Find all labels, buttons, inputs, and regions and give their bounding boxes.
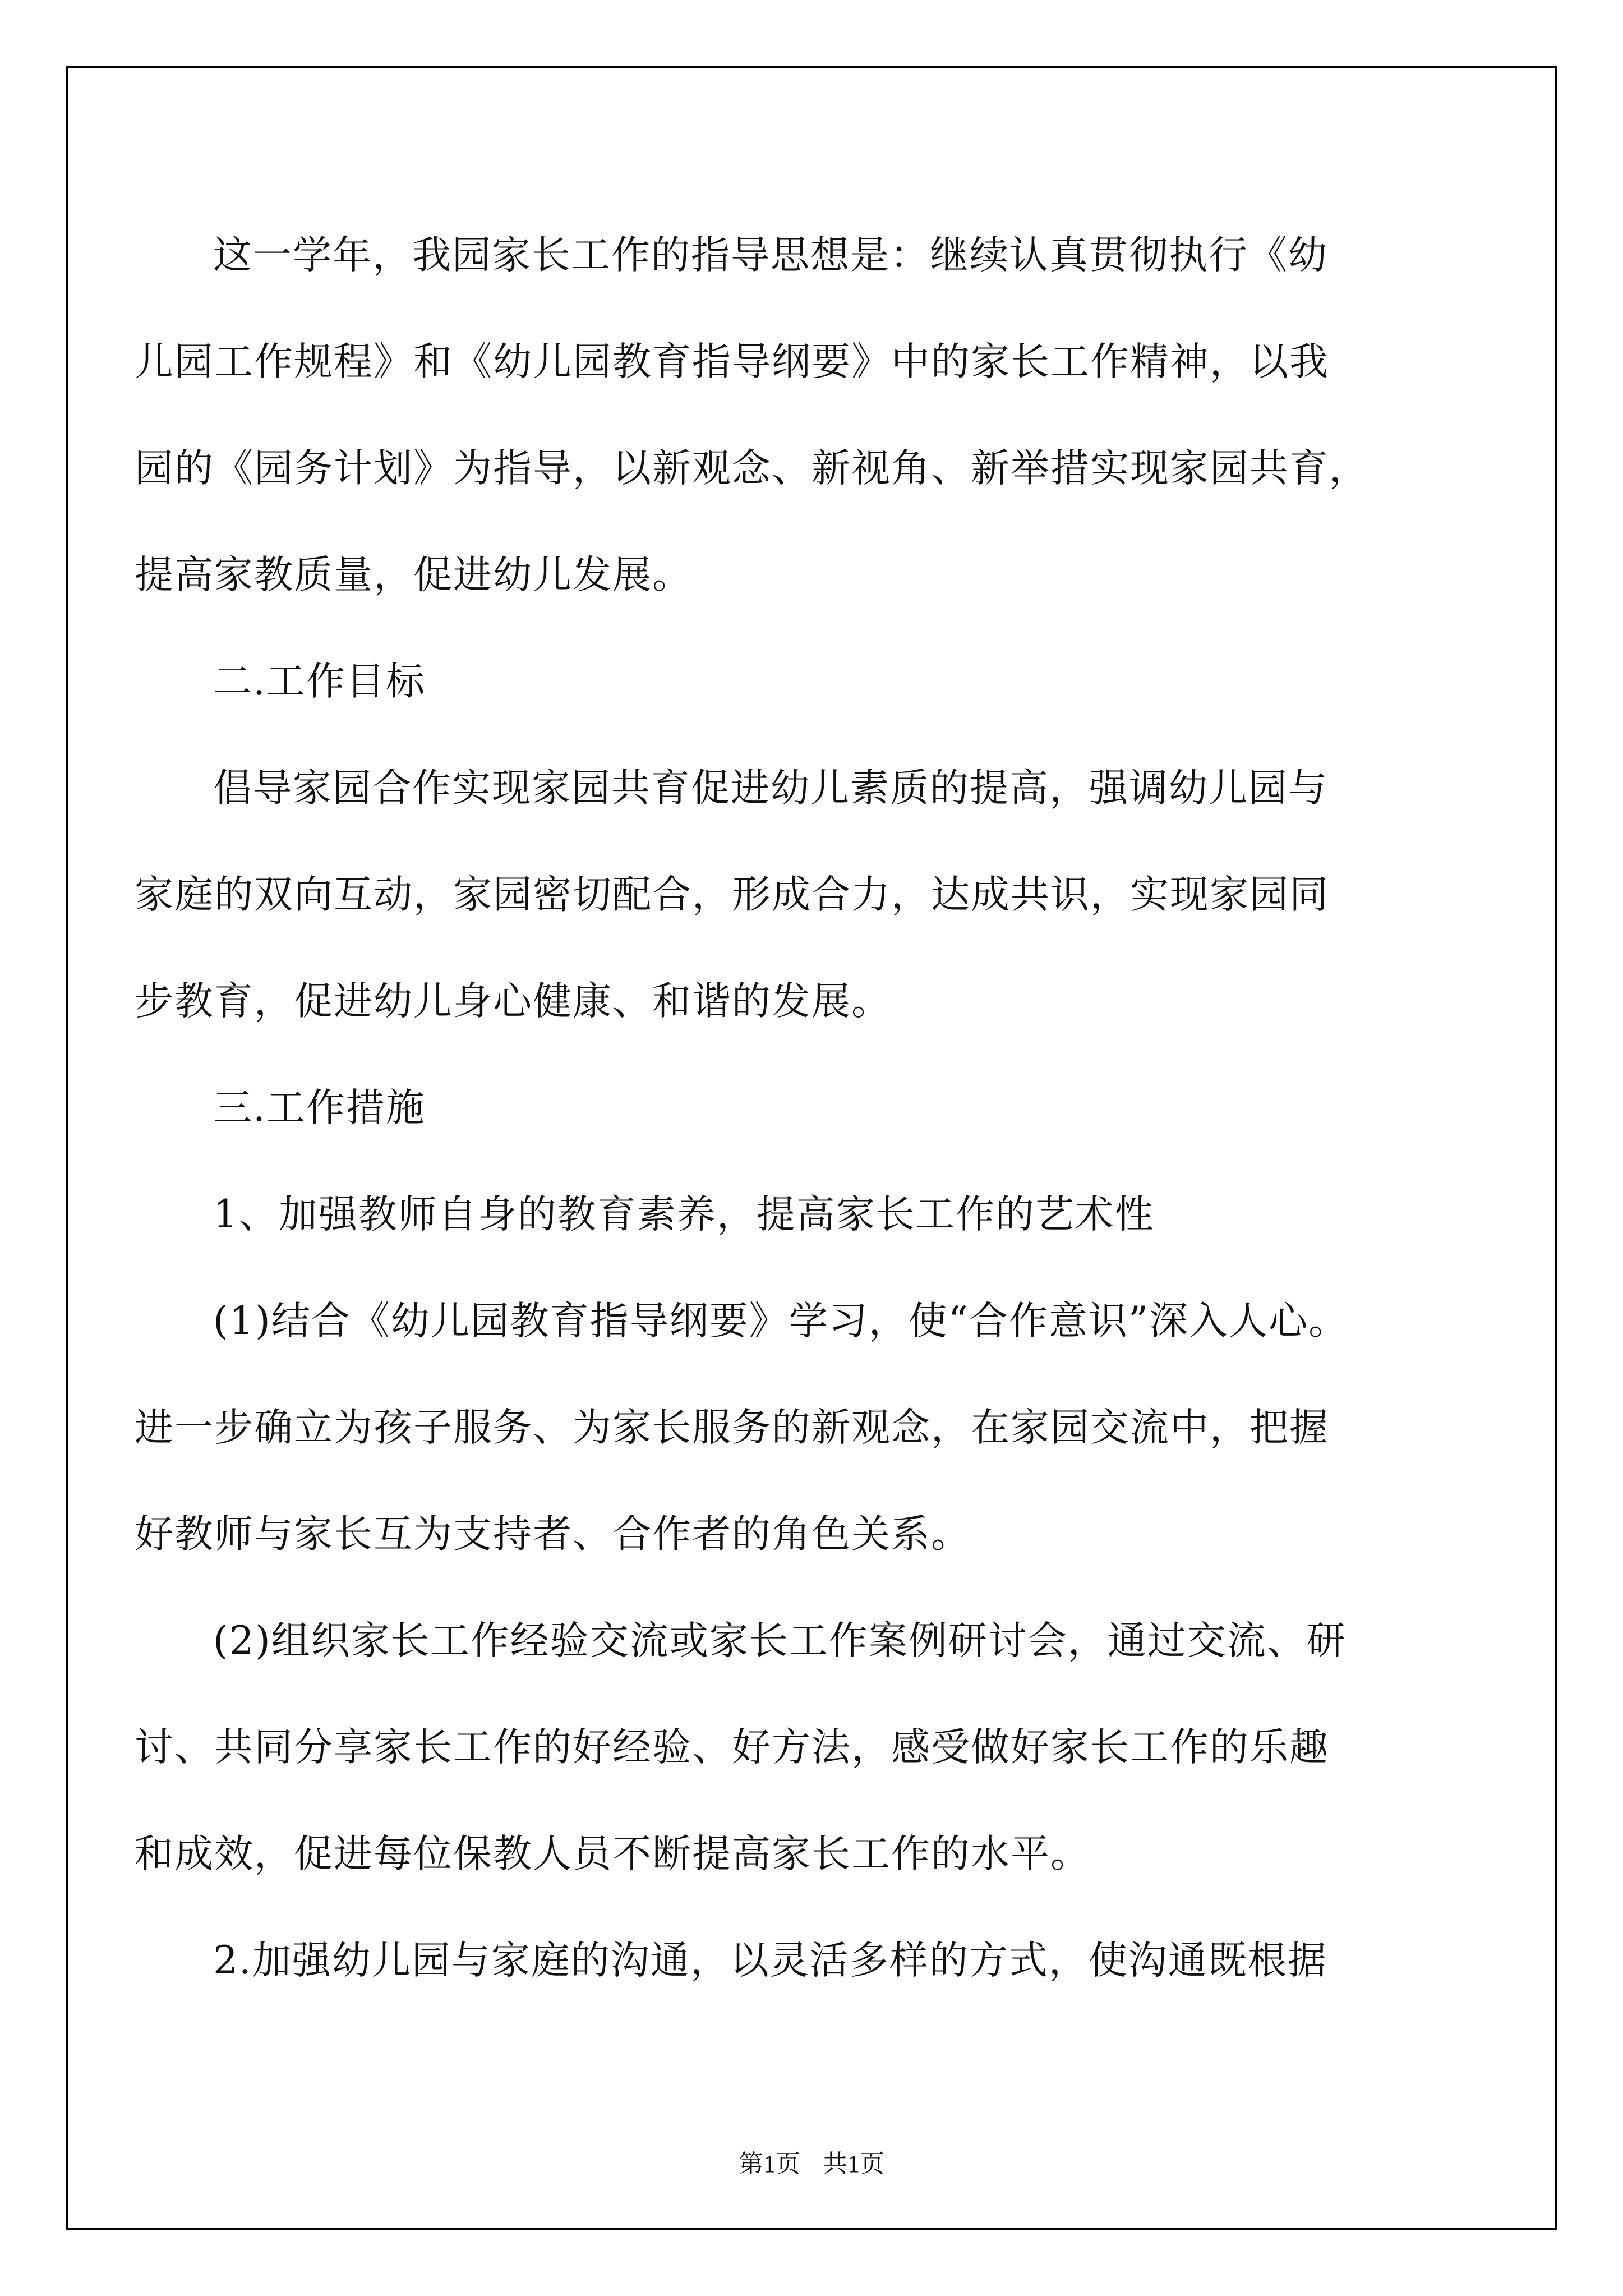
text-line: 家庭的双向互动，家园密切配合，形成合力，达成共识，实现家园同 xyxy=(135,872,1329,917)
text-line: 讨、共同分享家长工作的好经验、好方法，感受做好家长工作的乐趣 xyxy=(135,1725,1329,1770)
text-line: 倡导家园合作实现家园共育促进幼儿素质的提高，强调幼儿园与 xyxy=(213,766,1328,811)
text-line: 进一步确立为孩子服务、为家长服务的新观念，在家园交流中，把握 xyxy=(135,1405,1329,1450)
text-line: 这一学年，我园家长工作的指导思想是：继续认真贯彻执行《幼 xyxy=(213,233,1328,278)
text-line: 园的《园务计划》为指导，以新观念、新视角、新举措实现家园共育， xyxy=(135,446,1369,491)
document-body xyxy=(135,202,1486,2014)
text-line: 2.加强幼儿园与家庭的沟通，以灵活多样的方式，使沟通既根据 xyxy=(213,1938,1327,1983)
text-line: (1)结合《幼儿园教育指导纲要》学习，使“合作意识”深入人心。 xyxy=(213,1299,1349,1343)
text-line: 儿园工作规程》和《幼儿园教育指导纲要》中的家长工作精神，以我 xyxy=(135,339,1329,384)
text-line: (2)组织家长工作经验交流或家长工作案例研讨会，通过交流、研 xyxy=(213,1618,1347,1663)
page-number: 第1页 xyxy=(739,2150,800,2178)
section-heading: 二.工作目标 xyxy=(213,659,426,704)
text-line: 提高家教质量，促进幼儿发展。 xyxy=(135,553,692,597)
section-heading: 三.工作措施 xyxy=(213,1085,426,1130)
text-line: 步教育，促进幼儿身心健康、和谐的发展。 xyxy=(135,979,891,1024)
text-line: 好教师与家长互为支持者、合作者的角色关系。 xyxy=(135,1512,971,1557)
page-footer xyxy=(0,2147,1623,2181)
subsection-heading: 1、加强教师自身的教育素养，提高家长工作的艺术性 xyxy=(213,1192,1155,1237)
page-total: 共1页 xyxy=(823,2150,884,2178)
text-line: 和成效，促进每位保教人员不断提高家长工作的水平。 xyxy=(135,1832,1090,1876)
